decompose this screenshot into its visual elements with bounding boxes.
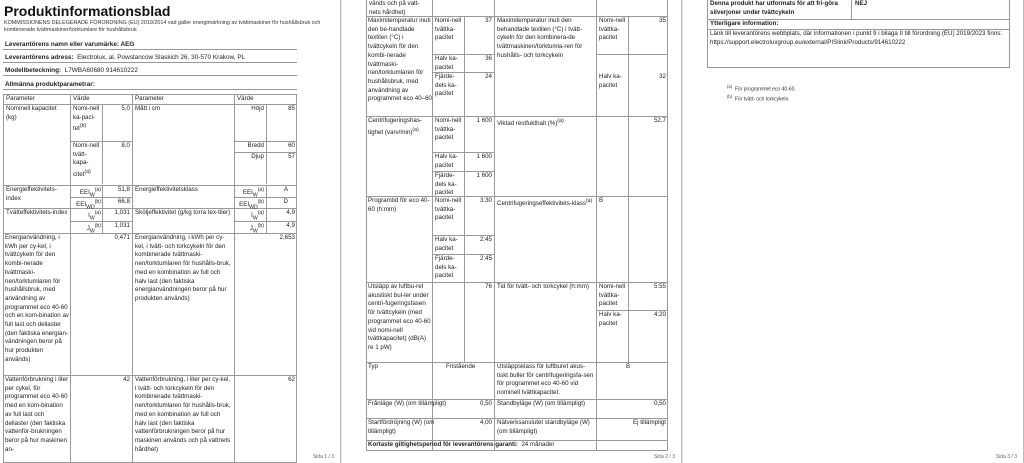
- eei-class-label: Energieffektivitetsklass: [135, 186, 198, 193]
- eei-class-w-symbol: $EEI_W^{(a)}$: [242, 187, 264, 199]
- page-2: [342, 0, 682, 463]
- max-temp-wd-nominal-value: 35: [659, 17, 666, 24]
- programme-duration-label: Programtid för eco 40-60 (h:mm): [368, 197, 430, 213]
- rated-capacity-wash-value: 8,0: [121, 142, 130, 149]
- jw-symbol: $J_W^{(b)}$: [86, 223, 101, 235]
- eei-w-symbol: $EEI_W^{(a)}$: [79, 187, 101, 199]
- max-temp-wd-label: Maximitemperatur inuti den behandlade textilen (°C) i tvätt-cykeln för den kombinera-de tvättmaskinen/torktumla-ren för hushålls- och torkcykeln: [497, 17, 583, 59]
- depth-label: Djup: [251, 153, 264, 160]
- water-hardness-continued: vänds och på vatt-nets hårdhet): [369, 0, 420, 16]
- guarantee-label: Kortaste giltighetsperiod för leverantörens garanti:: [368, 441, 518, 448]
- standby-mode-value: 0,50: [653, 400, 666, 407]
- max-temp-wd-nominal-sub: Nomi-nell tvättka-pacitet: [599, 17, 626, 42]
- guarantee-value: 24 månader: [521, 441, 555, 448]
- networked-standby-value: Ej tillämpligt: [632, 419, 666, 426]
- spin-class-value: B: [599, 197, 604, 204]
- silver-ions-label: Denna produkt har utformats för att fri-göra silverjoner under tvättcykeln: [710, 0, 838, 16]
- header-parameter: Parameter: [6, 95, 35, 102]
- max-temp-quarter-sub: Fjärde-dels ka-pacitet: [435, 73, 457, 98]
- standby-mode-label: Standbyläge (W) (om tillämpligt): [497, 400, 586, 407]
- iw-value: 1,031: [114, 209, 130, 216]
- supplier-name: Leverantörens namn eller varumärke: AEG: [3, 40, 297, 50]
- spin-class-label: Centrifugeringseffektivitets-klass$^{(a)}$: [497, 198, 593, 208]
- noise-class-value: B: [626, 363, 631, 370]
- noise-emission-label: Utsläpp av luftbu-ret akustiskt bul-ler under centri-fugeringsfasen för tvättcykeln (med programmet eco 40-60 vid nomi-nell tvättkapacitet) (dB(A) re 1 pW): [368, 283, 431, 351]
- eei-class-w-value: A: [283, 186, 288, 193]
- type-label: Typ: [368, 363, 378, 370]
- page-number: Sida 3 / 3: [995, 454, 1017, 460]
- noise-emission-value: 76: [485, 283, 492, 290]
- footnote-b: $^{(b)}$ För tvätt- och torkcykeln.: [727, 94, 790, 103]
- supplier-address-label: Leverantörens adress:: [5, 54, 74, 61]
- wd-time-nominal-sub: Nomi-nell tvättka-pacitet: [599, 283, 626, 308]
- delay-start-label: Startfördröjning (W) (om tillämpligt): [368, 419, 435, 435]
- residual-moisture-label: Viktad restfukthalt (%)$^{(a)}$: [497, 118, 564, 128]
- page-number: Sida 1 / 3: [312, 454, 334, 460]
- energy-wd-label: Energianvändning, i kWh per cy-kel, i tvätt- och torkcykeln för den kombinerade tvättmaski-nen/torktumlaren för hushålls-bruk, med en kombination av full och halv last (den faktiska energianvändningen beror på hur produkten används): [135, 234, 231, 302]
- guarantee-row: [368, 441, 666, 450]
- max-temp-wd-half-sub: Halv ka-pacitet: [599, 73, 622, 89]
- off-mode-value: 0,50: [479, 400, 492, 407]
- page-3: [683, 0, 1024, 463]
- noise-class-label: Utsläppsklass för luftburet akus-tiskt buller för centrifugeringsfa-sen för programmet eco 40-60 vid nominell tvättkapacitet.: [497, 363, 594, 397]
- supplier-address: Electrolux, al. Powstancow Slaskich 26, 30-570 Krakow, PL: [77, 54, 246, 61]
- wd-cycle-time-label: Tid för tvätt- och torkcykel (h:mm): [497, 283, 589, 290]
- type-value: Fristående: [446, 363, 476, 370]
- spin-nominal-value: 1 600: [476, 117, 492, 124]
- header-value-2: Värde: [237, 95, 254, 102]
- max-temp-nominal-value: 37: [485, 17, 492, 24]
- eei-wd-value: 66,8: [117, 198, 130, 205]
- max-temp-quarter-value: 24: [485, 73, 492, 80]
- eei-label: Energieffektivitets-index: [6, 186, 57, 202]
- off-mode-label: Frånläge (W) (om tillämpligt): [368, 400, 447, 407]
- wd-time-half-value: 4:20: [653, 311, 666, 318]
- water-wd-value: 62: [288, 376, 295, 383]
- spin-quarter-value: 1 600: [476, 172, 492, 179]
- width-value: 60: [288, 142, 295, 149]
- water-wash-label: Vattenförbrukning i liter per cykel, för programmet eco 40-60 med en kom-bination av full last och dellaster (den faktiska vattenför-brukningen beror på hur maskinen an-: [5, 376, 69, 453]
- supplier-address-row: [3, 53, 297, 63]
- eei-class-wd-value: D: [283, 198, 288, 205]
- duration-quarter-value: 2:45: [479, 255, 492, 262]
- header-value: Värde: [73, 95, 90, 102]
- jw-value: 1,031: [114, 222, 130, 229]
- additional-info-heading: Ytterligare information:: [710, 20, 779, 27]
- height-value: 85: [288, 105, 295, 112]
- page-number: Sida 2 / 3: [653, 454, 675, 460]
- rinsing-effectiveness-label: Sköljeffektivitet (g/kg torra tex-tiler): [135, 209, 231, 216]
- washing-efficiency-label: Tvätteffektivitets-index: [6, 209, 68, 216]
- duration-half-value: 2:45: [479, 236, 492, 243]
- height-label: Höjd: [251, 105, 264, 112]
- spin-speed-label: Centrifugeringshas-tighet (varv/min)$^{(a)}$: [368, 117, 422, 136]
- max-temp-nominal-sub: Nomi-nell tvättka-pacitet: [435, 17, 462, 42]
- wd-time-half-sub: Halv ka-pacitet: [599, 311, 622, 327]
- supplier-website-link[interactable]: Länk till leverantörens webbplats, där informationen i punkt 9 i bilaga II till förordning (EU) 2019/2023 finns: https://support.electroluxgroup.eu/external/PISlink/Products/914610222: [710, 30, 1003, 46]
- max-temp-wd-half-value: 32: [659, 73, 666, 80]
- header-parameter-2: Parameter: [135, 95, 164, 102]
- residual-moisture-value: 52,7: [653, 117, 666, 124]
- eei-class-wd-symbol: $EEI_{WD}^{(b)}$: [239, 199, 264, 211]
- footnote-a: $^{(a)}$ För programmet eco 40-60.: [727, 84, 796, 93]
- max-temp-half-sub: Halv ka-pacitet: [435, 55, 458, 71]
- rated-capacity-value: 5,0: [121, 105, 130, 112]
- model-identifier: L7WBA60680 914610222: [64, 67, 138, 74]
- rated-capacity-label: Nominell kapacitet (kg): [6, 105, 57, 121]
- energy-wash-label: Energianvändning, i kWh per cy-kel, i tvättcykeln för den kombi-nerade tvättmaski-nen/torktumlaren för hushållsbruk, med användning av programmet eco 40-60 och en kom-bination av full last och dellaster (den faktiska energian-vändningen beror på hur produkten används): [5, 234, 69, 363]
- energy-wash-value: 0,471: [114, 234, 130, 241]
- water-wash-value: 42: [123, 376, 130, 383]
- depth-value: 57: [288, 153, 295, 160]
- model-row: [3, 66, 297, 76]
- spin-quarter-sub: Fjärde-dels ka-pacitet: [435, 172, 457, 197]
- rinse-jw-symbol: $J_W^{(b)}$: [249, 223, 264, 235]
- spin-half-sub: Halv ka-pacitet: [435, 153, 458, 169]
- duration-nominal-sub: Nomi-nell tvättka-pacitet: [435, 197, 462, 222]
- energy-wd-value: 2,653: [279, 234, 295, 241]
- max-temp-half-value: 36: [485, 55, 492, 62]
- wd-time-nominal-value: 5:55: [653, 283, 666, 290]
- spin-half-value: 1 600: [476, 153, 492, 160]
- max-temp-wash-label: Maximitemperatur inuti den be-handlade textilen (°C) i tvättcykeln för den kombi-nerade tvättmaski-nen/torktumlaren för hushållsbruk, med användning av programmet eco 40–60: [368, 17, 432, 103]
- eei-w-value: 51,8: [117, 186, 130, 193]
- rinse-iw-symbol: $I_W^{(a)}$: [251, 210, 264, 222]
- rinse-jw-value: 4,9: [286, 222, 295, 229]
- eei-wd-symbol: $EEI_{WD}^{(b)}$: [76, 199, 101, 211]
- duration-half-sub: Halv ka-pacitet: [435, 236, 458, 252]
- duration-nominal-value: 3:30: [479, 197, 492, 204]
- model-label: Modellbeteckning:: [5, 67, 62, 74]
- page-title: Produktinformationsblad: [4, 3, 171, 19]
- rinse-iw-value: 4,9: [286, 209, 295, 216]
- rated-capacity-sub: Nomi-nell ka-paci-tet$^{(b)}$: [73, 105, 100, 133]
- general-params-heading: Allmänna produktparametrar:: [3, 80, 297, 90]
- networked-standby-label: Nätverksanslutet standbyläge (W) (om tillämpligt): [497, 419, 590, 435]
- dimensions-label: Mått i cm: [135, 105, 161, 112]
- duration-quarter-sub: Fjärde-dels ka-pacitet: [435, 255, 457, 280]
- silver-ions-value: NEJ: [855, 0, 868, 7]
- iw-symbol: $I_W^{(a)}$: [88, 210, 101, 222]
- water-wd-label: Vattenförbrukning, i liter per cy-kel, i tvätt- och torkcykeln för den kombinerade tvättmaski-nen/torktumlaren för hushålls-bruk, med en kombination av full och halv last (den faktiska vattenförbrukningen beror på hur maskinen används och på vattnets hårdhet): [135, 376, 231, 453]
- regulation-subtitle: KOMMISSIONENS DELEGERADE FÖRORDNING (EU) 2019/2014 vad gäller energimärkning av tvättmaskiner för hushållsbruk och kombinerade tvättmaskiner/torktumlare för hushållsbruk: [4, 20, 321, 33]
- width-label: Bredd: [247, 142, 264, 149]
- delay-start-value: 4,00: [479, 419, 492, 426]
- rated-capacity-wash-sub: Nomi-nell tvätt-kapa-citet$^{(a)}$: [73, 142, 100, 179]
- page-1: [0, 0, 341, 463]
- spin-nominal-sub: Nomi-nell tvättka-pacitet: [435, 117, 462, 142]
